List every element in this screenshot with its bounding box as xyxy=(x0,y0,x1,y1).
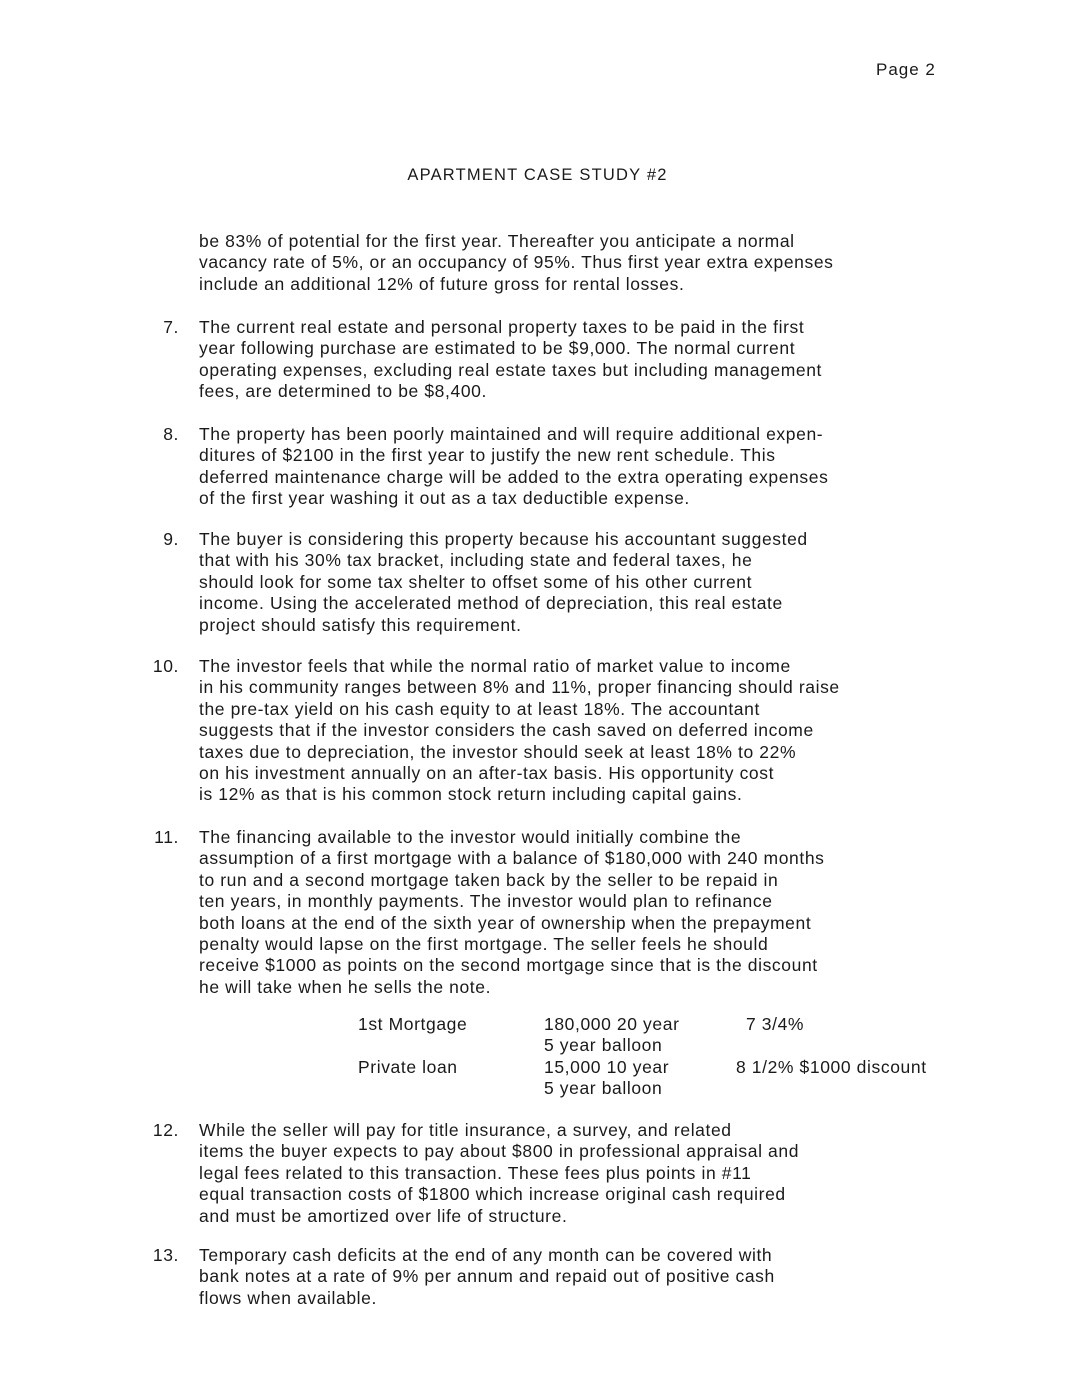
item-number: 8. xyxy=(163,424,179,444)
item-line: income. Using the accelerated method of depreciation, this real estate xyxy=(199,593,783,614)
intro-line: vacancy rate of 5%, or an occupancy of 95%. Thus first year extra expenses xyxy=(199,252,834,273)
item-10-paragraph xyxy=(199,656,1029,806)
item-line: ten years, in monthly payments. The investor would plan to refinance xyxy=(199,891,773,912)
item-line: to run and a second mortgage taken back by the seller to be repaid in xyxy=(199,869,779,890)
item-line: suggests that if the investor considers the cash saved on deferred income xyxy=(199,720,814,741)
item-line: both loans at the end of the sixth year of ownership when the prepayment xyxy=(199,912,812,933)
item-line: fees, are determined to be $8,400. xyxy=(199,381,487,402)
item-line: is 12% as that is his common stock return including capital gains. xyxy=(199,784,743,805)
item-line: in his community ranges between 8% and 11%, proper financing should raise xyxy=(199,677,840,698)
item-number: 9. xyxy=(163,529,179,549)
item-11-paragraph xyxy=(199,827,1029,998)
item-line: he will take when he sells the note. xyxy=(199,976,492,997)
item-line: receive $1000 as points on the second mortgage since that is the discount xyxy=(199,955,818,976)
item-7-paragraph xyxy=(199,317,1029,403)
item-line: legal fees related to this transaction. These fees plus points in #11 xyxy=(199,1162,752,1183)
item-line: deferred maintenance charge will be added to the extra operating expenses xyxy=(199,466,829,487)
intro-paragraph xyxy=(199,231,1029,295)
item-line: The buyer is considering this property because his accountant suggested xyxy=(199,529,808,549)
item-8-paragraph xyxy=(199,424,1029,510)
item-line: ditures of $2100 in the first year to justify the new rent schedule. This xyxy=(199,445,776,466)
item-line: items the buyer expects to pay about $800 in professional appraisal and xyxy=(199,1141,800,1162)
loan-name: Private loan xyxy=(358,1056,458,1077)
item-number: 7. xyxy=(163,317,179,337)
loan-terms: 15,000 10 year xyxy=(544,1056,670,1077)
page-number: Page 2 xyxy=(876,60,936,79)
item-line: penalty would lapse on the first mortgage. The seller feels he should xyxy=(199,934,769,955)
item-number: 10. xyxy=(152,656,179,676)
item-line: project should satisfy this requirement. xyxy=(199,614,522,635)
loan-rate: 7 3/4% xyxy=(746,1014,805,1034)
item-line: bank notes at a rate of 9% per annum and repaid out of positive cash xyxy=(199,1266,775,1287)
item-line: The current real estate and personal property taxes to be paid in the first xyxy=(199,317,805,337)
item-13-paragraph xyxy=(199,1245,1029,1309)
item-line: on his investment annually on an after-tax basis. His opportunity cost xyxy=(199,763,775,784)
intro-line: be 83% of potential for the first year. Thereafter you anticipate a normal xyxy=(199,231,795,251)
item-line: operating expenses, excluding real estate taxes but including management xyxy=(199,359,823,380)
item-number: 11. xyxy=(154,827,179,847)
item-line: taxes due to depreciation, the investor should seek at least 18% to 22% xyxy=(199,741,797,762)
item-line: and must be amortized over life of structure. xyxy=(199,1205,568,1226)
item-line: Temporary cash deficits at the end of any month can be covered with xyxy=(199,1245,773,1265)
loan-balloon: 5 year balloon xyxy=(544,1035,663,1056)
item-line: year following purchase are estimated to be $9,000. The normal current xyxy=(199,338,796,359)
item-12-paragraph xyxy=(199,1120,1029,1227)
loan-terms: 180,000 20 year xyxy=(544,1014,680,1034)
item-9-paragraph xyxy=(199,529,1029,636)
item-line: The investor feels that while the normal ratio of market value to income xyxy=(199,656,791,676)
item-line: While the seller will pay for title insurance, a survey, and related xyxy=(199,1120,732,1140)
item-line: that with his 30% tax bracket, including state and federal taxes, he xyxy=(199,550,753,571)
item-number: 13. xyxy=(152,1245,179,1265)
loan-rate: 8 1/2% $1000 discount xyxy=(736,1056,927,1077)
item-line: of the first year washing it out as a tax deductible expense. xyxy=(199,488,690,509)
item-line: equal transaction costs of $1800 which increase original cash required xyxy=(199,1184,786,1205)
item-line: should look for some tax shelter to offset some of his other current xyxy=(199,571,753,592)
item-line: assumption of a first mortgage with a balance of $180,000 with 240 months xyxy=(199,848,825,869)
item-line: The financing available to the investor would initially combine the xyxy=(199,827,742,847)
item-line: flows when available. xyxy=(199,1287,377,1308)
item-line: The property has been poorly maintained and will require additional expen- xyxy=(199,424,824,444)
loan-balloon: 5 year balloon xyxy=(544,1078,663,1099)
page-title: APARTMENT CASE STUDY #2 xyxy=(407,166,668,184)
item-line: the pre-tax yield on his cash equity to at least 18%. The accountant xyxy=(199,698,760,719)
loan-name: 1st Mortgage xyxy=(358,1014,468,1034)
intro-line: include an additional 12% of future gross for rental losses. xyxy=(199,273,685,294)
item-number: 12. xyxy=(152,1120,179,1140)
